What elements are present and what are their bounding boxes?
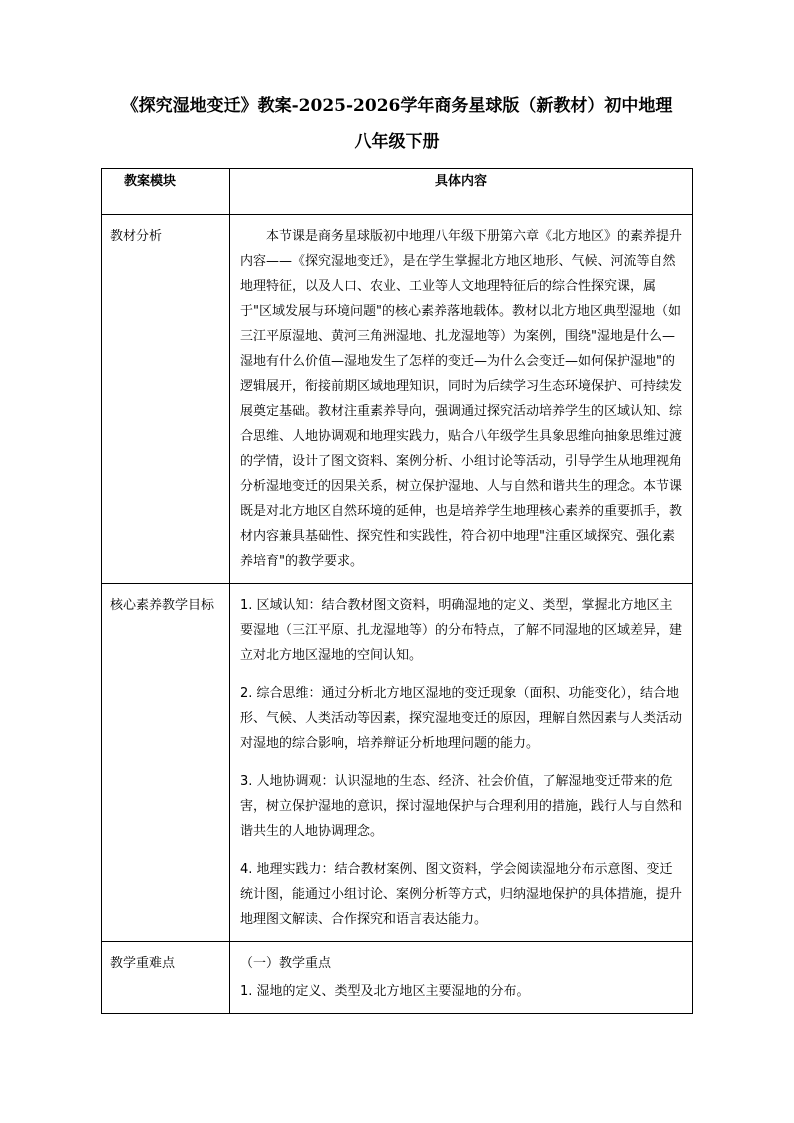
header-module: 教案模块 — [102, 169, 230, 215]
keypoint-item: 1. 湿地的定义、类型及北方地区主要湿地的分布。 — [240, 984, 530, 999]
title-line-1: 《探究湿地变迁》教案-2025-2026学年商务星球版（新教材）初中地理 — [121, 96, 673, 116]
row-label-keypoints: 教学重难点 — [110, 956, 176, 971]
header-content: 具体内容 — [230, 169, 693, 215]
title-line-2: 八年级下册 — [354, 132, 440, 152]
row-material-analysis — [102, 215, 693, 584]
objective-item: 1. 区域认知：结合教材图文资料，明确湿地的定义、类型，掌握北方地区主要湿地（三江平原、扎龙湿地等）的分布特点，了解不同湿地的区域差异，建立对北方地区湿地的空间认知。 — [240, 598, 683, 663]
objective-item: 3. 人地协调观：认识湿地的生态、经济、社会价值，了解湿地变迁带来的危害，树立保护湿地的意识，探讨湿地保护与合理利用的措施，践行人与自然和谐共生的人地协调理念。 — [240, 774, 683, 839]
objective-item: 2. 综合思维：通过分析北方地区湿地的变迁现象（面积、功能变化），结合地形、气候、人类活动等因素，探究湿地变迁的原因，理解自然因素与人类活动对湿地的综合影响，培养辩证分析地理问题的能力。 — [240, 686, 683, 751]
row-label-material: 教材分析 — [110, 229, 163, 244]
row-content-cell — [230, 215, 693, 584]
row-label-cell — [102, 584, 230, 942]
keypoints-subheading: （一）教学重点 — [240, 956, 332, 971]
row-objectives — [102, 584, 693, 942]
row-label-objectives: 核心素养教学目标 — [110, 598, 215, 613]
row-label-cell — [102, 215, 230, 584]
material-analysis-text: 本节课是商务星球版初中地理八年级下册第六章《北方地区》的素养提升内容——《探究湿地变迁》，是在学生掌握北方地区地形、气候、河流等自然地理特征，以及人口、农业、工业等人文地理特征后的综合性探究课，属于"区域发展与环境问题"的核心素养落地载体。教材以北方地区典型湿地（如三江平原湿地、黄河三角洲湿地、扎龙湿地等）为案例，围绕"湿地是什么—湿地有什么价值—湿地发生了怎样的变迁—为什么会变迁—如何保护湿地"的逻辑展开，衔接前期区域地理知识，同时为后续学习生态环境保护、可持续发展奠定基础。教材注重素养导向，强调通过探究活动培养学生的区域认知、综合思维、人地协调观和地理实践力，贴合八年级学生具象思维向抽象思维过渡的学情，设计了图文资料、案例分析、小组讨论等活动，引导学生从地理视角分析湿地变迁的因果关系，树立保护湿地、人与自然和谐共生的理念。本节课既是对北方地区自然环境的延伸，也是培养学生地理核心素养的重要抓手，教材内容兼具基础性、探究性和实践性，符合初中地理"注重区域探究、强化素养培育"的教学要求。 — [240, 229, 683, 569]
row-key-points — [102, 942, 693, 1014]
document-title — [90, 88, 704, 160]
row-content-cell — [230, 584, 693, 942]
table-header-row — [102, 169, 693, 215]
lesson-plan-table — [101, 168, 693, 1014]
row-content-cell — [230, 942, 693, 1014]
objective-item: 4. 地理实践力：结合教材案例、图文资料，学会阅读湿地分布示意图、变迁统计图，能通过小组讨论、案例分析等方式，归纳湿地保护的具体措施，提升地理图文解读、合作探究和语言表达能力。 — [240, 862, 683, 927]
row-label-cell — [102, 942, 230, 1014]
